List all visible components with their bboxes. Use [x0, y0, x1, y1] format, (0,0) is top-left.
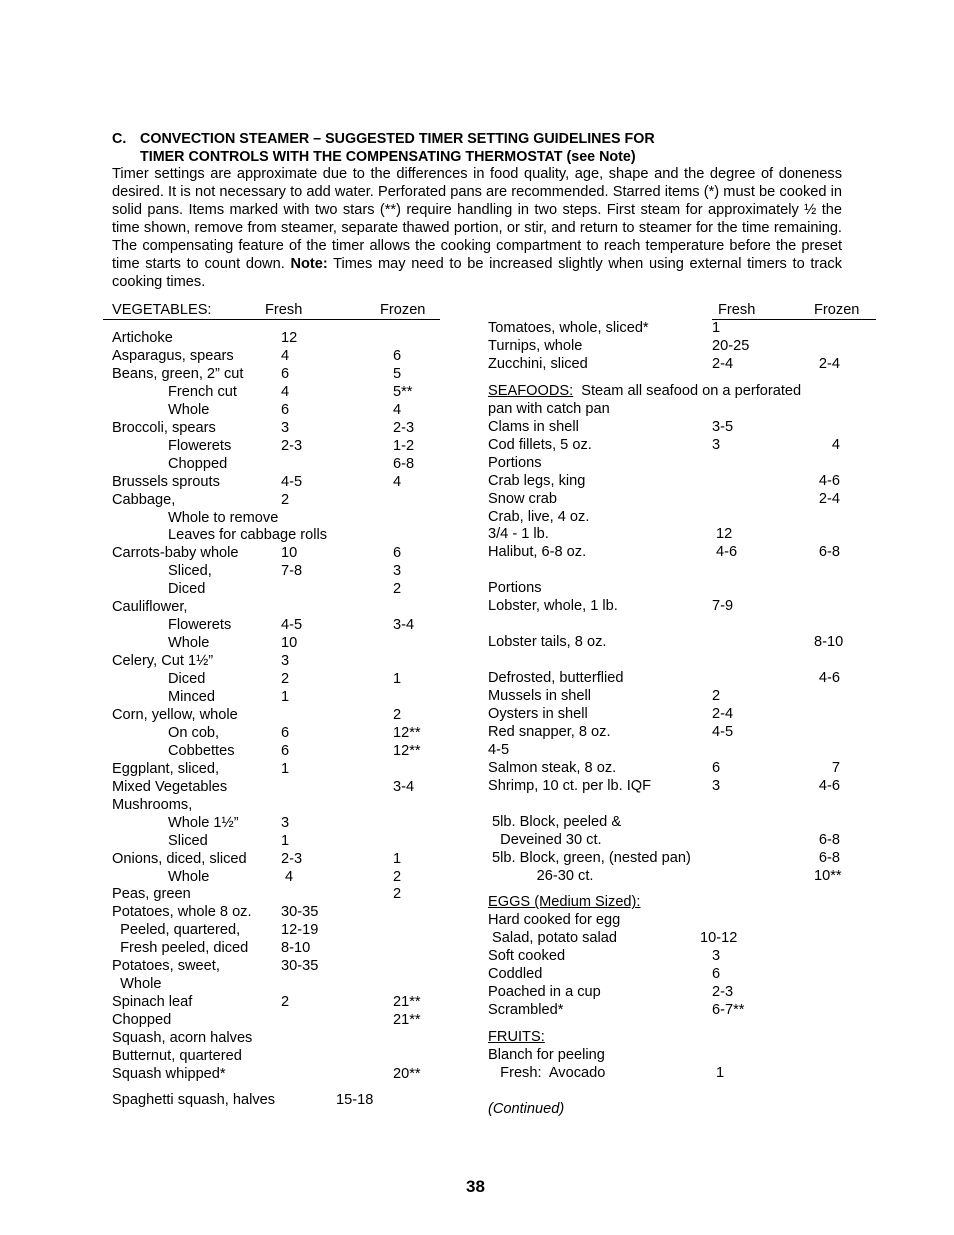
section-heading	[488, 382, 801, 400]
section-label: C.	[112, 131, 127, 147]
vegetable-name: Cauliflower,	[112, 599, 188, 616]
section-heading	[488, 893, 640, 911]
food-fresh-time: 6	[712, 759, 721, 776]
food-item-name: Red snapper, 8 oz.	[488, 723, 611, 740]
food-item-name: Turnips, whole	[488, 337, 583, 354]
food-item-name: Coddled	[488, 966, 543, 983]
food-item-name: Portions	[488, 454, 542, 471]
vegetable-fresh-time: 6	[281, 742, 290, 759]
right-header-rule	[712, 319, 876, 320]
vegetable-name: Whole	[168, 635, 210, 652]
food-fresh-time: 3	[712, 948, 721, 965]
vegetable-name: Carrots-baby whole	[112, 545, 239, 562]
vegetable-name: Mixed Vegetables	[112, 778, 228, 795]
vegetable-fresh-time: 7-8	[281, 563, 303, 580]
vegetable-name: Asparagus, spears	[112, 347, 234, 364]
vegetable-name: Artichoke	[112, 330, 173, 346]
food-fresh-time: 20-25	[712, 337, 750, 354]
vegetable-frozen-time: 1	[393, 850, 402, 867]
vegetable-name: Eggplant, sliced,	[112, 760, 220, 777]
food-item-name: 3/4 - 1 lb.	[488, 526, 549, 543]
food-fresh-time: 1	[712, 1065, 725, 1081]
food-fresh-time: 3	[712, 777, 721, 794]
food-frozen-time: 6-8	[818, 831, 840, 848]
vegetable-fresh-time: 4-5	[281, 617, 303, 634]
food-item-name: Crab, live, 4 oz.	[488, 508, 590, 525]
food-item-name: Tomatoes, whole, sliced*	[488, 320, 649, 336]
vegetable-frozen-time: 6-8	[393, 455, 415, 472]
vegetable-frozen-time: 3-4	[393, 778, 415, 795]
vegetable-name: Whole to remove	[168, 509, 279, 526]
note-label: Note:	[290, 256, 328, 272]
vegetable-name: Mushrooms,	[112, 796, 193, 813]
left-frozen-header: Frozen	[380, 302, 426, 318]
vegetable-name: Sliced,	[168, 563, 212, 580]
food-item-name: 5lb. Block, peeled &	[488, 813, 622, 830]
left-header-rule	[103, 319, 440, 320]
food-frozen-time: 4	[831, 436, 840, 453]
food-item-name: Hard cooked for egg	[488, 912, 621, 929]
intro-paragraph	[112, 165, 842, 291]
vegetable-name: Whole 1½”	[168, 814, 239, 831]
vegetable-fresh-time: 1	[281, 832, 290, 849]
vegetable-name: Chopped	[112, 1012, 172, 1029]
food-fresh-time: 3	[712, 436, 721, 453]
section-title: FRUITS:	[488, 1029, 545, 1046]
food-fresh-time: 2-4	[712, 355, 734, 372]
vegetable-frozen-time: 4	[393, 473, 402, 490]
food-item-name: Poached in a cup	[488, 984, 601, 1001]
vegetable-fresh-time: 30-35	[281, 904, 319, 921]
vegetable-frozen-time: 2	[393, 706, 402, 723]
food-frozen-time: 2-4	[818, 355, 840, 372]
vegetable-fresh-time: 6	[281, 401, 290, 418]
food-frozen-time: 4-6	[818, 670, 840, 687]
right-frozen-header: Frozen	[814, 302, 860, 318]
vegetable-frozen-time: 5**	[393, 383, 413, 400]
section-note: Steam all seafood on a perforated	[573, 382, 802, 399]
food-item-name: Defrosted, butterflied	[488, 670, 624, 687]
vegetable-fresh-time: 3	[281, 814, 290, 831]
vegetable-frozen-time: 1-2	[393, 437, 415, 454]
vegetable-fresh-time: 1	[281, 689, 290, 705]
vegetable-fresh-time: 6	[281, 724, 290, 741]
vegetable-name: Potatoes, whole 8 oz.	[112, 904, 252, 921]
vegetable-frozen-time: 3-4	[393, 617, 415, 634]
food-item-name: Blanch for peeling	[488, 1047, 605, 1064]
food-item-name: Portions	[488, 580, 542, 597]
vegetable-name: Corn, yellow, whole	[112, 706, 238, 723]
vegetable-name: Diced	[168, 581, 206, 598]
food-frozen-time: 2-4	[818, 490, 840, 507]
vegetable-name: Whole	[112, 976, 162, 993]
vegetable-name: Flowerets	[168, 437, 232, 454]
vegetable-name: Whole	[168, 868, 210, 885]
food-item-name: Deveined 30 ct.	[488, 831, 602, 848]
section-heading	[112, 130, 655, 166]
vegetable-name: Diced	[168, 671, 206, 688]
food-fresh-time: 10-12	[700, 930, 738, 947]
vegetable-name: Chopped	[168, 455, 228, 472]
vegetable-fresh-time: 4	[281, 868, 294, 885]
vegetable-name: Cobbettes	[168, 742, 235, 759]
vegetable-frozen-time: 12**	[393, 724, 421, 741]
vegetable-fresh-time: 4	[281, 347, 290, 364]
heading-line-2: TIMER CONTROLS WITH THE COMPENSATING THERMOSTAT (see Note)	[140, 149, 636, 165]
vegetable-fresh-time: 30-35	[281, 958, 319, 975]
food-item-name: pan with catch pan	[488, 400, 610, 417]
vegetable-name: Broccoli, spears	[112, 419, 216, 436]
food-item-name: 26-30 ct.	[488, 867, 594, 884]
food-item-name: Lobster tails, 8 oz.	[488, 634, 607, 651]
food-fresh-time: 6	[712, 966, 721, 983]
vegetable-fresh-time: 8-10	[281, 940, 311, 957]
vegetable-name: On cob,	[168, 724, 220, 741]
food-item-name: Shrimp, 10 ct. per lb. IQF	[488, 777, 652, 794]
vegetable-frozen-time: 6	[393, 347, 402, 364]
vegetable-fresh-time: 2-3	[281, 437, 303, 454]
vegetable-fresh-time: 3	[281, 653, 290, 670]
food-item-name: Soft cooked	[488, 948, 566, 965]
vegetable-frozen-time: 2	[393, 581, 402, 598]
heading-line-1: CONVECTION STEAMER – SUGGESTED TIMER SETTING GUIDELINES FOR	[140, 131, 655, 147]
continued-note: (Continued)	[488, 1101, 565, 1117]
food-fresh-time: 2-4	[712, 705, 734, 722]
vegetable-name: Sliced	[168, 832, 208, 849]
food-item-name: Clams in shell	[488, 418, 579, 435]
page-number: 38	[466, 1177, 485, 1196]
section-title: EGGS (Medium Sized):	[488, 894, 641, 911]
food-fresh-time: 2-3	[712, 984, 734, 1001]
vegetable-name: Peeled, quartered,	[112, 922, 241, 939]
vegetable-frozen-time: 4	[393, 401, 402, 418]
vegetable-frozen-time: 21**	[393, 994, 421, 1011]
right-fresh-header: Fresh	[718, 302, 756, 318]
food-item-name: 4-5	[488, 741, 510, 758]
food-frozen-time: 4-6	[818, 472, 840, 489]
left-fresh-header: Fresh	[265, 302, 303, 318]
food-frozen-time: 6-8	[818, 849, 840, 866]
vegetable-name: Onions, diced, sliced	[112, 850, 247, 867]
food-fresh-time: 1	[712, 320, 721, 336]
food-item-name: 5lb. Block, green, (nested pan)	[488, 849, 691, 866]
spaghetti-squash-name: Spaghetti squash, halves	[112, 1092, 276, 1108]
vegetable-name: Minced	[168, 689, 216, 705]
food-item-name: Snow crab	[488, 490, 557, 507]
food-item-name: Salad, potato salad	[488, 930, 618, 947]
vegetable-name: Celery, Cut 1½”	[112, 653, 214, 670]
vegetable-name: Squash, acorn halves	[112, 1030, 253, 1047]
section-title: SEAFOODS:	[488, 382, 574, 399]
vegetable-fresh-time: 4	[281, 383, 290, 400]
food-item-name: Oysters in shell	[488, 705, 588, 722]
vegetable-frozen-time: 6	[393, 545, 402, 562]
vegetable-fresh-time: 6	[281, 365, 290, 382]
vegetable-name: Peas, green	[112, 886, 191, 903]
food-frozen-time: 10**	[814, 867, 842, 884]
vegetable-fresh-time: 10	[281, 635, 298, 652]
food-item-name: Fresh: Avocado	[488, 1065, 606, 1081]
food-item-name: Halibut, 6-8 oz.	[488, 544, 587, 561]
food-item-name: Scrambled*	[488, 1002, 564, 1019]
vegetable-frozen-time: 2	[393, 886, 402, 903]
vegetable-name: Flowerets	[168, 617, 232, 634]
food-fresh-time: 6-7**	[712, 1002, 745, 1019]
vegetable-frozen-time: 20**	[393, 1065, 421, 1082]
vegetable-name: Cabbage,	[112, 491, 176, 508]
vegetable-frozen-time: 12**	[393, 742, 421, 759]
food-item-name: Crab legs, king	[488, 472, 586, 489]
vegetable-fresh-time: 10	[281, 545, 298, 562]
note-text: Times may need to be increased slightly when using external timers to track cooking times.	[112, 256, 842, 290]
vegetable-frozen-time: 21**	[393, 1012, 421, 1029]
vegetable-fresh-time: 12-19	[281, 922, 319, 939]
food-item-name: Mussels in shell	[488, 688, 592, 704]
vegetable-frozen-time: 3	[393, 563, 402, 580]
vegetable-name: Leaves for cabbage rolls	[168, 527, 328, 544]
food-item-name: Cod fillets, 5 oz.	[488, 436, 592, 453]
food-fresh-time: 4-6	[712, 544, 738, 561]
vegetable-name: Squash whipped*	[112, 1065, 226, 1082]
intro-text: Timer settings are approximate due to the differences in food quality, age, shape and the degree of doneness desired. It is not necessary to add water. Perforated pans are recommended. Starred items (*) must be cooked in solid pans. Items marked with two stars (**) require handling in two steps. First steam for approximately ½ the time shown, remove from steamer, separate thawed portion, or stir, and return to steamer for the time remaining. The compensating feature of the timer allows the cooking compartment to reach temperature before the preset time starts to count down.	[112, 166, 842, 272]
vegetable-fresh-time: 2	[281, 994, 290, 1011]
vegetable-frozen-time: 5	[393, 365, 402, 382]
vegetable-name: Beans, green, 2” cut	[112, 365, 244, 382]
vegetable-frozen-time: 1	[393, 671, 402, 688]
vegetable-name: Brussels sprouts	[112, 473, 220, 490]
food-item-name: Zucchini, sliced	[488, 355, 588, 372]
food-item-name: Lobster, whole, 1 lb.	[488, 598, 618, 615]
food-fresh-time: 7-9	[712, 598, 734, 615]
vegetable-name: Fresh peeled, diced	[112, 940, 249, 957]
food-fresh-time: 2	[712, 688, 721, 704]
food-frozen-time: 6-8	[818, 544, 840, 561]
vegetable-frozen-time: 2-3	[393, 419, 415, 436]
vegetable-fresh-time: 2-3	[281, 850, 303, 867]
vegetable-fresh-time: 1	[281, 760, 290, 777]
food-frozen-time: 4-6	[818, 777, 840, 794]
vegetable-name: Potatoes, sweet,	[112, 958, 220, 975]
vegetable-name: Spinach leaf	[112, 994, 193, 1011]
vegetable-name: French cut	[168, 383, 237, 400]
food-item-name: Salmon steak, 8 oz.	[488, 759, 617, 776]
vegetable-frozen-time: 2	[393, 868, 402, 885]
vegetable-name: Whole	[168, 401, 210, 418]
vegetable-fresh-time: 12	[281, 330, 298, 346]
vegetable-fresh-time: 2	[281, 671, 290, 688]
food-fresh-time: 3-5	[712, 418, 734, 435]
section-heading	[488, 1028, 545, 1046]
spaghetti-squash-value: 15-18	[336, 1092, 374, 1108]
vegetables-header-label: VEGETABLES:	[112, 302, 212, 318]
food-frozen-time: 8-10	[814, 634, 844, 651]
vegetable-fresh-time: 4-5	[281, 473, 303, 490]
vegetable-fresh-time: 3	[281, 419, 290, 436]
food-fresh-time: 4-5	[712, 723, 734, 740]
vegetable-fresh-time: 2	[281, 491, 290, 508]
food-fresh-time: 12	[712, 526, 733, 543]
food-frozen-time: 7	[831, 759, 840, 776]
vegetable-name: Butternut, quartered	[112, 1048, 242, 1064]
